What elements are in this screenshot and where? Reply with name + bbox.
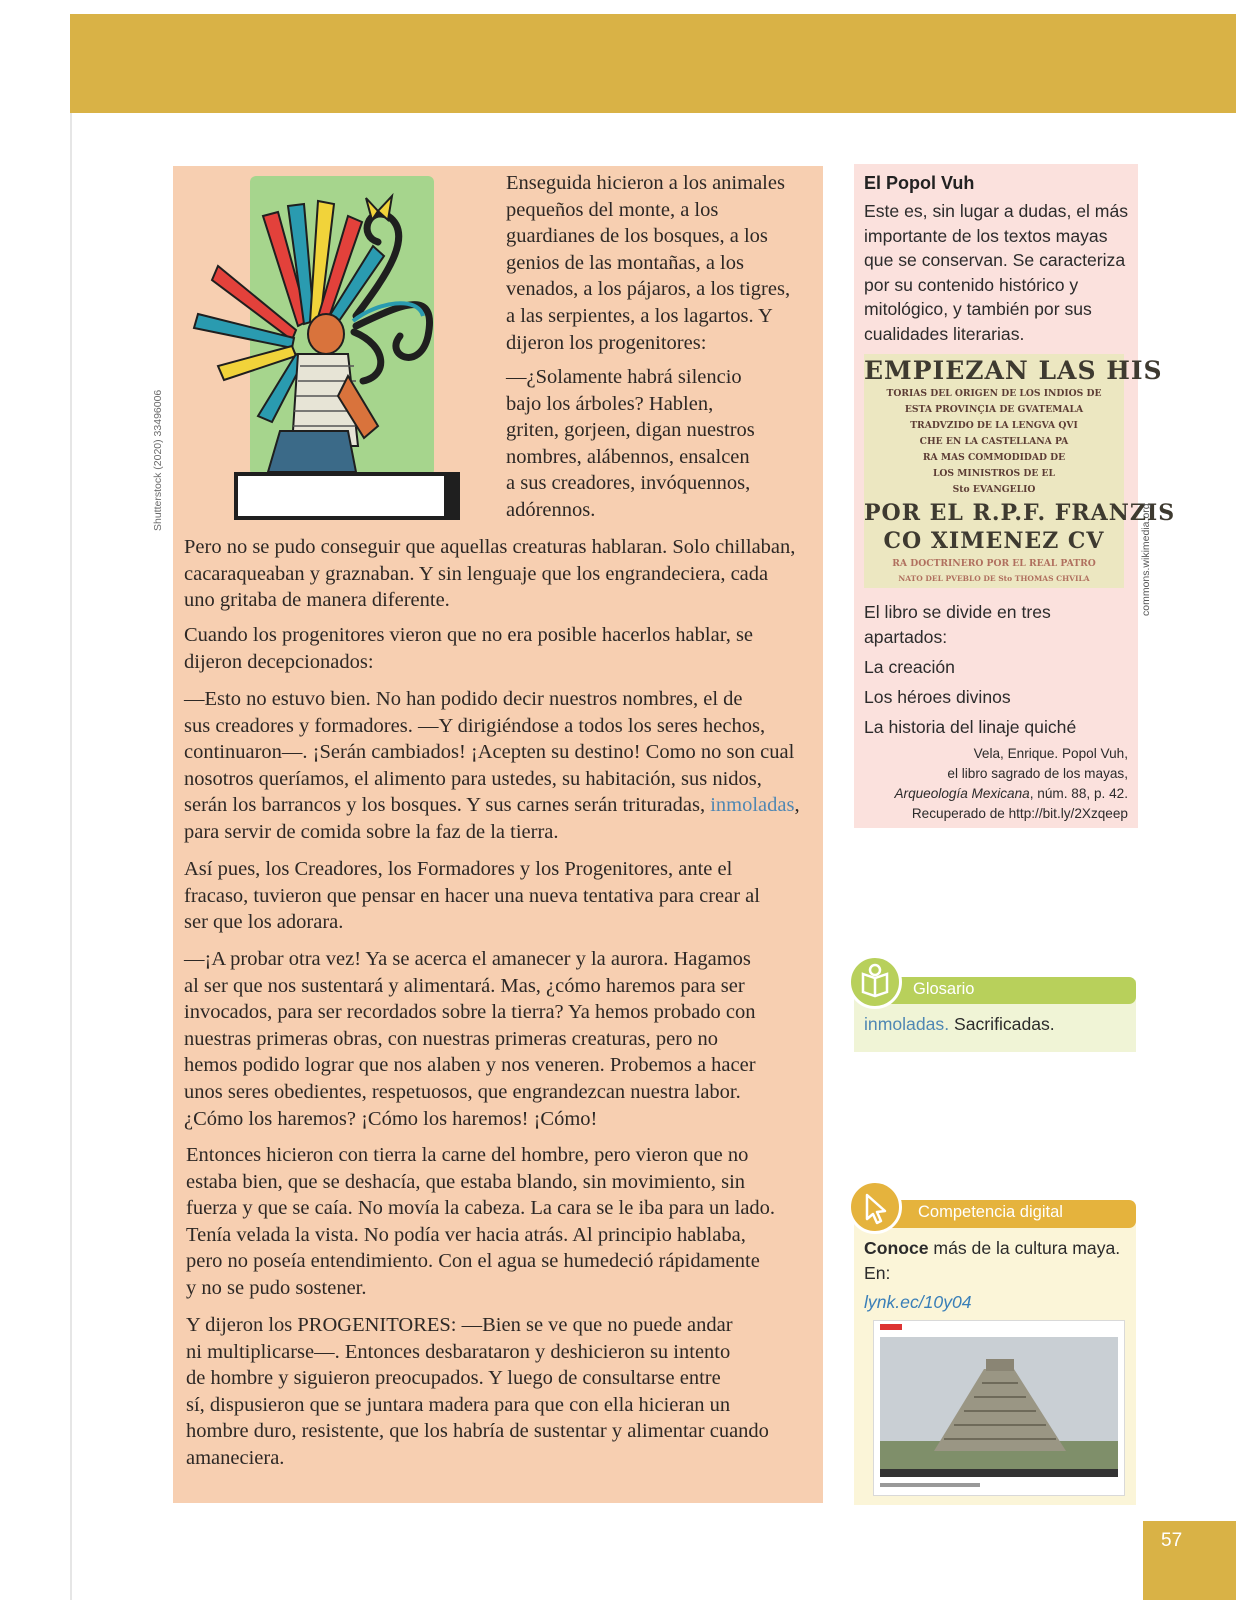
book-icon xyxy=(848,955,902,1009)
top-header-band xyxy=(70,14,1236,113)
sidebar-part-1: La creación xyxy=(864,657,955,677)
sidebar-division: El libro se divide en tres apartados: xyxy=(864,602,1051,647)
digital-text: Conoce más de la cultura maya. En: xyxy=(864,1238,1121,1283)
pyramid-thumbnail-image xyxy=(874,1321,1124,1495)
page-number-tab xyxy=(1143,1521,1236,1600)
glossary-term: inmoladas. xyxy=(864,1014,950,1034)
manuscript-image: EMPIEZAN LAS HIS TORIAS DEL ORIGEN DE LOS INDIOS DE ESTA PROVINÇIA DE GVATEMALA TRADVZIDO DE LA LENGVA QVI CHE EN LA CASTELLANA PA RA MAS COMMODIDAD DE LOS MINISTROS DE EL Sto EVANGELIO POR EL R.P.F. FRANZIS CO XIMENEZ CV RA DOCTRINERO POR EL REAL PATRO NATO DEL PVEBLO DE Sto THOMAS CHVILA xyxy=(864,354,1124,588)
glossary-header-bar xyxy=(864,977,1136,1004)
left-margin-rule xyxy=(70,113,72,1600)
glossary-term-inmoladas[interactable]: inmoladas xyxy=(710,794,795,817)
sidebar-part-3: La historia del linaje quiché xyxy=(864,717,1077,737)
glossary-entry: inmoladas. Sacrificadas. xyxy=(864,1014,1055,1034)
paragraph-animals: Enseguida hicieron a los animales pequeños del monte, a los guardianes de los bosques, a los genios de las montañas, a los venados, a los pájaros, a los tigres, a las serpientes, a los lagartos. Y dijeron los progenitores: xyxy=(506,172,791,354)
paragraph-earth-man: Entonces hicieron con tierra la carne del hombre, pero vieron que no estaba bien, que se deshacía, que estaba blando, sin movimiento, sin fuerza y que se caía. No movía la cabeza. La cara se le iba para un lado. Tenía velada la vista. No podía ver hacia atrás. Al principio hablaba, pero no poseía entendimiento. Con el agua se humedeció rápidamente y no se pudo sostener. xyxy=(186,1144,776,1299)
paragraph-try-again: —¡A probar otra vez! Ya se acerca el amanecer y la aurora. Hagamos al ser que nos sustentará y alimentará. Mas, ¿cómo haremos para ser invocados, para ser recordados sobre la tierra? Ya hemos probado con nuestras primeras obras, con nuestras primeras creaturas, pero no hemos podido lograr que nos alaben y nos veneren. Probemos a hacer unos seres obedientes, respetuosos, que engrandezcan nuestra labor. ¿Cómo los haremos? ¡Cómo los haremos! ¡Cómo! xyxy=(184,948,756,1130)
page-number: 57 xyxy=(1161,1530,1183,1551)
sidebar-source-credit: Vela, Enrique. Popol Vuh, el libro sagrado de los mayas, Arqueología Mexicana, núm. 88, p. 42. Recuperado de http://bit.ly/2Xzqeep xyxy=(894,746,1128,821)
paragraph-creatures: Pero no se pudo conseguir que aquellas creaturas hablaran. Solo chillaban, cacaraqueaban y graznaban. Y sin lenguaje que los engrandeciera, cada uno gritaba de manera diferente. xyxy=(184,536,796,612)
sidebar-intro: Este es, sin lugar a dudas, el más importante de los textos mayas que se conservan. Se caracteriza por su contenido histórico y mitológico, y también por sus cualidades literarias. xyxy=(864,201,1129,344)
photo-credit: Shutterstock (2020) 33496006 xyxy=(152,389,164,531)
sidebar-title: El Popol Vuh xyxy=(864,173,975,193)
paragraph-progenitores: Cuando los progenitores vieron que no era posible hacerlos hablar, se dijeron decepcionados: xyxy=(184,624,754,673)
paragraph-not-well: —Esto no estuvo bien. No han podido decir nuestros nombres, el de sus creadores y formadores. —Y dirigiéndose a todos los seres hechos, continuaron—. ¡Serán cambiados! ¡Acepten su destino! Como no son cual nosotros queríamos, el alimento para ustedes, su habitación, sus nidos, serán los barrancos y los bosques. Y sus carnes serán trituradas, inmoladas, para servir de comida sobre la faz de la tierra. xyxy=(184,688,800,843)
paragraph-wood-man: Y dijeron los PROGENITORES: —Bien se ve que no puede andar ni multiplicarse—. Entonces desbarataron y deshicieron su intento de hombre y siguieron preocupados. Y luego de consultarse entre sí, dispusieron que se juntara madera para que con ella hicieran un hombre duro, resistente, que los habría de sustentar y alimentar cuando amaneciera. xyxy=(186,1314,769,1469)
maya-figure-illustration xyxy=(188,176,470,534)
image-credit: commons.wikimedia.org xyxy=(1140,503,1152,616)
glossary-label: Glosario xyxy=(913,980,975,998)
sidebar-part-2: Los héroes divinos xyxy=(864,687,1011,707)
video-thumbnail[interactable] xyxy=(873,1320,1125,1496)
paragraph-silence: —¿Solamente habrá silencio bajo los árboles? Hablen, griten, gorjeen, digan nuestros nombres, alábennos, ensalcen a sus creadores, invóquennos, adórennos. xyxy=(506,366,755,521)
digital-link[interactable]: lynk.ec/10y04 xyxy=(864,1292,972,1312)
paragraph-new-attempt: Así pues, los Creadores, los Formadores y los Progenitores, ante el fracaso, tuvieron que pensar en hacer una nueva tentativa para crear al ser que los adorara. xyxy=(184,858,760,934)
digital-label: Competencia digital xyxy=(918,1203,1063,1221)
cursor-click-icon xyxy=(848,1180,902,1234)
